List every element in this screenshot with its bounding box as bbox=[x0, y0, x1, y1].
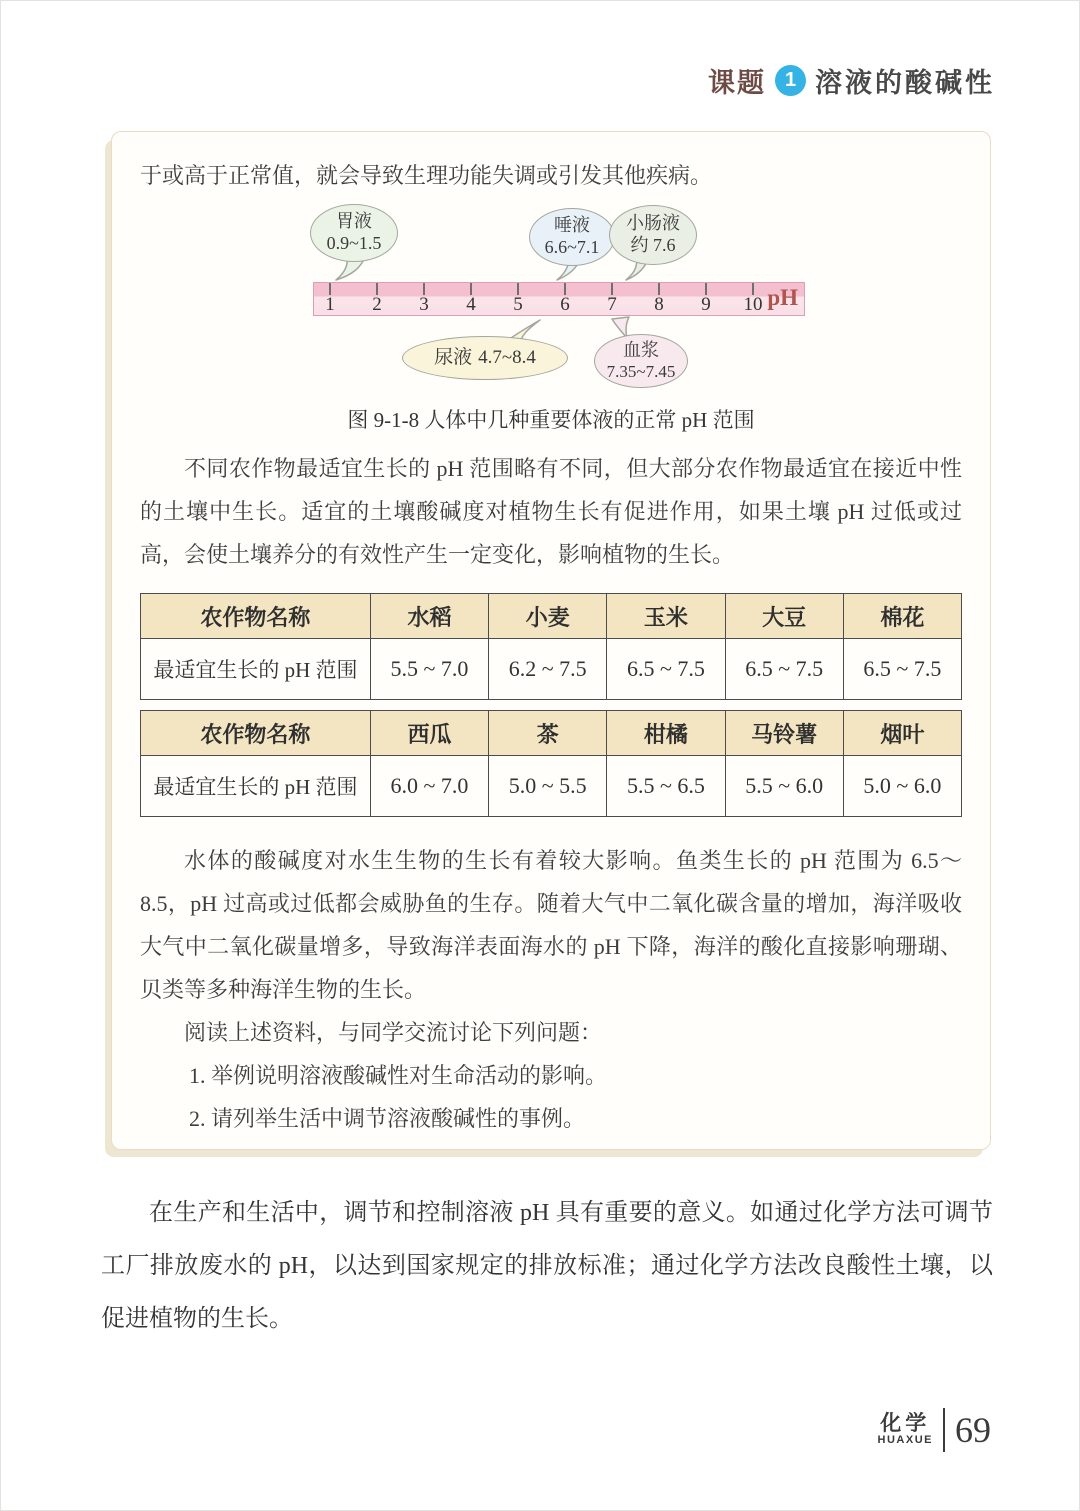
reading-material-box bbox=[111, 131, 991, 1150]
table-cell: 5.5 ~ 6.0 bbox=[725, 756, 843, 817]
ruler-tick: 1 bbox=[315, 283, 345, 314]
bubble-label: 胃液 bbox=[336, 211, 372, 232]
crop-ph-table-2 bbox=[140, 710, 962, 817]
discussion-lead: 阅读上述资料，与同学交流讨论下列问题： bbox=[184, 1020, 603, 1045]
table-header-cell: 马铃薯 bbox=[725, 711, 843, 756]
closing-paragraph: 在生产和生活中，调节和控制溶液 pH 具有重要的意义。如通过化学方法可调节工厂排放废水的 pH，以达到国家规定的排放标准；通过化学方法改良酸性土壤，以促进植物的生长。 bbox=[101, 1200, 993, 1332]
crops-paragraph: 不同农作物最适宜生长的 pH 范围略有不同，但大部分农作物最适宜在接近中性的土壤中生长。适宜的土壤酸碱度对植物生长有促进作用，如果土壤 pH 过低或过高，会使土壤养分的有效性产生一定变化，影响植物的生长。 bbox=[140, 456, 962, 567]
discussion-question-1: 1. 举例说明溶液酸碱性对生命活动的影响。 bbox=[189, 1063, 608, 1088]
footer-divider bbox=[943, 1408, 945, 1452]
figure-caption: 图 9-1-8 人体中几种重要体液的正常 pH 范围 bbox=[347, 408, 755, 432]
ph-ruler bbox=[313, 282, 805, 316]
ruler-tick: 5 bbox=[503, 283, 533, 314]
table-cell: 6.5 ~ 7.5 bbox=[607, 639, 725, 700]
table-header-cell: 小麦 bbox=[489, 594, 607, 639]
table-row-label: 最适宜生长的 pH 范围 bbox=[141, 639, 371, 700]
ruler-tick: 4 bbox=[456, 283, 486, 314]
table-header-cell: 柑橘 bbox=[607, 711, 725, 756]
bubble-label: 尿液 bbox=[434, 346, 473, 368]
ruler-tick: 7 bbox=[597, 283, 627, 314]
table-header-cell: 农作物名称 bbox=[141, 594, 371, 639]
table-header-cell: 西瓜 bbox=[370, 711, 488, 756]
bubble-ph-range: 0.9~1.5 bbox=[326, 233, 382, 253]
bubble-gastric-juice bbox=[310, 204, 398, 262]
table-row bbox=[141, 639, 962, 700]
bubble-label: 唾液 bbox=[554, 215, 590, 236]
bubble-ph-range: 4.7~8.4 bbox=[478, 346, 536, 368]
ruler-tick: 10 bbox=[738, 283, 768, 314]
table-row bbox=[141, 756, 962, 817]
table-cell: 5.5 ~ 6.5 bbox=[607, 756, 725, 817]
table-header-cell: 棉花 bbox=[843, 594, 961, 639]
water-paragraph: 水体的酸碱度对水生生物的生长有着较大影响。鱼类生长的 pH 范围为 6.5～8.5，pH 过高或过低都会威胁鱼的生存。随着大气中二氧化碳含量的增加，海洋吸收大气中二氧化碳量增多，导致海洋表面海水的 pH 下降，海洋的酸化直接影响珊瑚、贝类等多种海洋生物的生长。 bbox=[140, 848, 962, 1002]
page-header bbox=[708, 61, 995, 100]
subject-mark bbox=[878, 1413, 933, 1447]
bubble-saliva bbox=[529, 208, 615, 266]
table-cell: 5.0 ~ 6.0 bbox=[843, 756, 961, 817]
table-header-row bbox=[141, 711, 962, 756]
table-header-cell: 烟叶 bbox=[843, 711, 961, 756]
page-number: 69 bbox=[955, 1410, 991, 1450]
bubble-blood-plasma bbox=[594, 334, 688, 388]
table-cell: 6.5 ~ 7.5 bbox=[725, 639, 843, 700]
table-header-cell: 农作物名称 bbox=[141, 711, 371, 756]
discussion-question-2: 2. 请列举生活中调节溶液酸碱性的事例。 bbox=[189, 1106, 586, 1131]
ruler-tick: 3 bbox=[409, 283, 439, 314]
table-cell: 6.2 ~ 7.5 bbox=[489, 639, 607, 700]
ph-axis-label: pH bbox=[767, 285, 798, 310]
table-header-row bbox=[141, 594, 962, 639]
table-header-cell: 水稻 bbox=[370, 594, 488, 639]
table-row-label: 最适宜生长的 pH 范围 bbox=[141, 756, 371, 817]
bubble-label: 血浆 bbox=[623, 340, 659, 360]
ruler-tick: 8 bbox=[644, 283, 674, 314]
crop-ph-table-1 bbox=[140, 593, 962, 700]
bubble-small-intestine-fluid bbox=[609, 205, 697, 265]
page-title: 溶液的酸碱性 bbox=[815, 68, 995, 98]
ruler-tick: 6 bbox=[550, 283, 580, 314]
ph-figure bbox=[140, 199, 964, 395]
table-cell: 5.0 ~ 5.5 bbox=[489, 756, 607, 817]
bubble-urine bbox=[402, 336, 568, 380]
intro-paragraph: 于或高于正常值，就会导致生理功能失调或引发其他疾病。 bbox=[140, 163, 713, 188]
bubble-ph-range: 6.6~7.1 bbox=[544, 237, 600, 257]
table-header-cell: 玉米 bbox=[607, 594, 725, 639]
bubble-label: 小肠液 bbox=[626, 213, 680, 234]
ruler-tick: 2 bbox=[362, 283, 392, 314]
table-cell: 5.5 ~ 7.0 bbox=[370, 639, 488, 700]
subject-name-cn: 化学 bbox=[880, 1412, 931, 1436]
page-footer bbox=[878, 1408, 991, 1452]
ruler-tick: 9 bbox=[691, 283, 721, 314]
bubble-ph-range: 约 7.6 bbox=[630, 235, 676, 255]
table-header-cell: 茶 bbox=[489, 711, 607, 756]
subject-name-pinyin: HUAXUE bbox=[877, 1434, 933, 1447]
topic-label: 课题 bbox=[708, 68, 766, 98]
table-cell: 6.0 ~ 7.0 bbox=[370, 756, 488, 817]
table-header-cell: 大豆 bbox=[725, 594, 843, 639]
topic-number-badge: 1 bbox=[775, 65, 806, 96]
bubble-ph-range: 7.35~7.45 bbox=[606, 361, 676, 381]
table-cell: 6.5 ~ 7.5 bbox=[843, 639, 961, 700]
